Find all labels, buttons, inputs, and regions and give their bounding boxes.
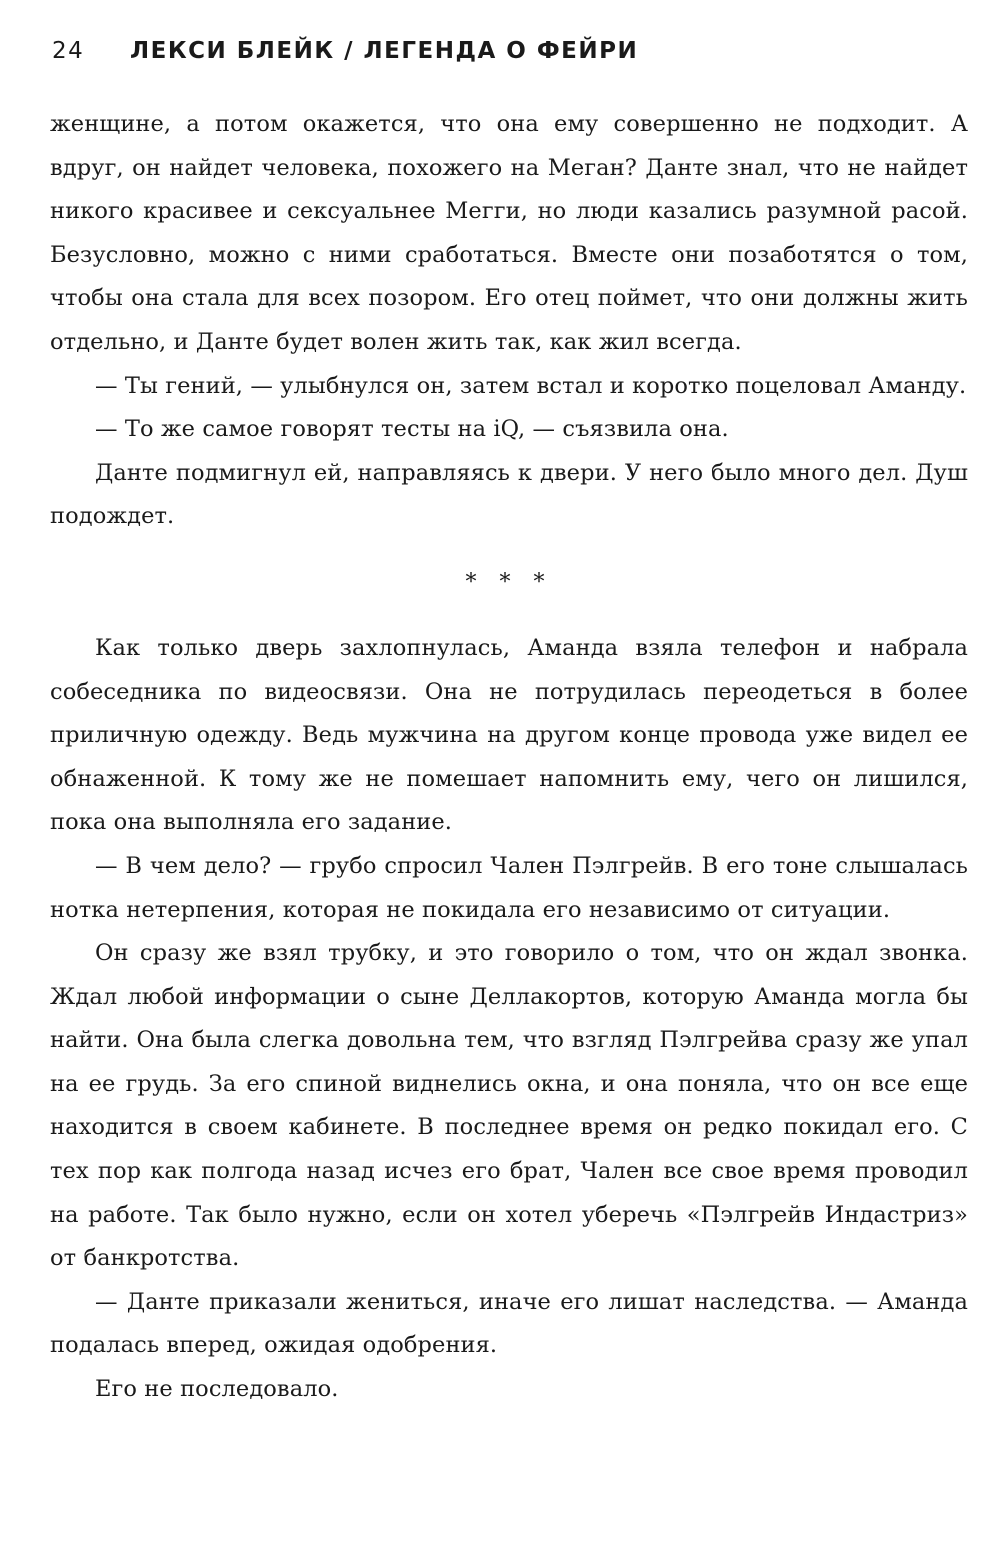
book-title: ЛЕКСИ БЛЕЙК / ЛЕГЕНДА О ФЕЙРИ xyxy=(130,38,639,64)
text-body xyxy=(50,103,968,1412)
paragraph-chalen-asks: — В чем дело? — грубо спросил Чален Пэлгрейв. В его тоне слышалась нотка нетерпения, которая не покидала его независимо от ситуации. xyxy=(50,852,968,923)
page-number: 24 xyxy=(52,38,85,64)
section-separator: * * * xyxy=(465,569,553,595)
paragraph-no-approval: Его не последовало. xyxy=(95,1376,339,1403)
paragraph-dante-leaves: Данте подмигнул ей, направляясь к двери. У него было много дел. Душ подождет. xyxy=(50,459,968,530)
paragraph-chalen-office: Он сразу же взял трубку, и это говорило о том, что он ждал звонка. Ждал любой информации о сыне Деллакортов, которую Аманда могла бы найти. Она была слегка довольна тем, что взгляд Пэлгрейва сразу же упал на ее грудь. За его спиной виднелись окна, и она поняла, что он все еще находится в своем кабинете. В последнее время он редко покидал его. С тех пор как полгода назад исчез его брат, Чален все свое время проводил на работе. Так было нужно, если он хотел уберечь «Пэлгрейв Индастриз» от банкротства. xyxy=(50,940,968,1272)
paragraph-dialogue-iq: — То же самое говорят тесты на iQ, — съязвила она. xyxy=(95,416,729,443)
paragraph-amanda-calls: Как только дверь захлопнулась, Аманда взяла телефон и набрала собеседника по видеосвязи. Она не потрудилась переодеться в более приличную одежду. Ведь мужчина на другом конце провода уже видел ее обнаженной. К тому же не помешает напомнить ему, чего он лишился, пока она выполняла его задание. xyxy=(50,634,968,836)
paragraph-amanda-reports: — Данте приказали жениться, иначе его лишат наследства. — Аманда подалась вперед, ожидая одобрения. xyxy=(50,1288,968,1359)
paragraph-dialogue-genius: — Ты гений, — улыбнулся он, затем встал и коротко поцеловал Аманду. xyxy=(95,372,967,399)
paragraph-continuation: женщине, а потом окажется, что она ему совершенно не подходит. А вдруг, он найдет человека, похожего на Меган? Данте знал, что не найдет никого красивее и сексуальнее Мегги, но люди казались разумной расой. Безусловно, можно с ними сработаться. Вместе они позаботятся о том, чтобы она стала для всех позором. Его отец поймет, что они должны жить отдельно, и Данте будет волен жить так, как жил всегда. xyxy=(50,111,968,355)
running-head xyxy=(52,38,638,64)
